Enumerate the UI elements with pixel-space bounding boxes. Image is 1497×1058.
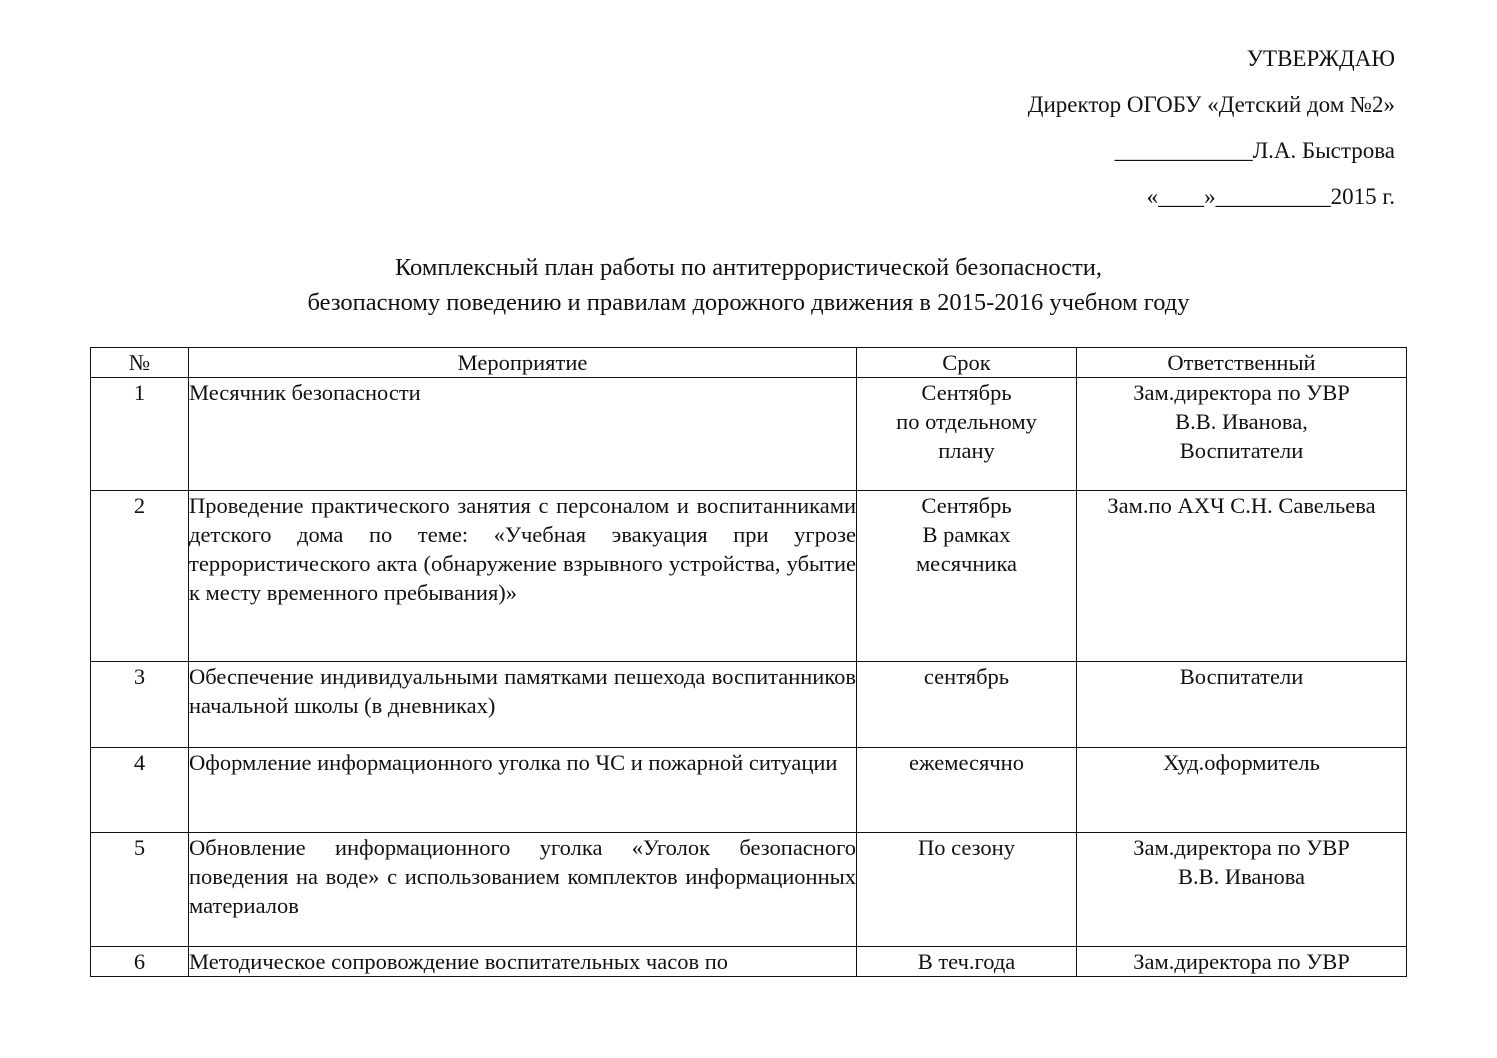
term-line: В рамках: [922, 522, 1011, 547]
table-row: [91, 748, 1407, 833]
row-num: 2: [91, 491, 189, 662]
row-event: Обеспечение индивидуальными памятками пешехода воспитанников начальной школы (в дневниках): [189, 662, 857, 748]
row-event: Проведение практического занятия с персоналом и воспитанниками детского дома по теме: «Учебная эвакуация при угрозе террористического акта (обнаружение взрывного устройства, убытие к месту временного пребывания)»: [189, 491, 857, 662]
responsible-line: Худ.оформитель: [1163, 750, 1320, 775]
responsible-line: Воспитатели: [1179, 664, 1304, 689]
term-line: по отдельному: [896, 409, 1037, 434]
responsible-line: Зам.по АХЧ С.Н. Савельева: [1107, 493, 1376, 518]
row-responsible: [1077, 833, 1407, 947]
table-header-row: [91, 348, 1407, 378]
table-row: [91, 947, 1407, 977]
approval-position: Директор ОГОБУ «Детский дом №2»: [1027, 92, 1395, 117]
approval-date: «____»__________2015 г.: [1146, 184, 1395, 209]
row-num: 5: [91, 833, 189, 947]
term-line: сентябрь: [923, 664, 1010, 689]
row-responsible: [1077, 378, 1407, 491]
term-line: ежемесячно: [909, 750, 1024, 775]
row-responsible: [1077, 947, 1407, 977]
responsible-line: В.В. Иванова,: [1175, 409, 1308, 434]
term-line: плану: [938, 438, 995, 463]
row-term: [857, 947, 1077, 977]
row-term: [857, 491, 1077, 662]
responsible-line: Зам.директора по УВР: [1133, 380, 1350, 405]
term-line: В теч.года: [917, 949, 1016, 974]
table-row: [91, 662, 1407, 748]
title-line-2: безопасному поведению и правилам дорожного движения в 2015-2016 учебном году: [307, 289, 1190, 316]
term-line: По сезону: [918, 835, 1015, 860]
header-responsible: Ответственный: [1077, 348, 1407, 378]
row-num: 3: [91, 662, 189, 748]
term-line: месячника: [915, 551, 1018, 576]
row-num: 6: [91, 947, 189, 977]
row-term: [857, 662, 1077, 748]
header-num: №: [91, 348, 189, 378]
term-line: Сентябрь: [921, 380, 1012, 405]
term-line: Сентябрь: [921, 493, 1012, 518]
responsible-line: Зам.директора по УВР: [1133, 949, 1350, 974]
row-num: 1: [91, 378, 189, 491]
table-row: [91, 833, 1407, 947]
row-responsible: [1077, 748, 1407, 833]
table-row: [91, 491, 1407, 662]
title-line-1: Комплексный план работы по антитеррористической безопасности,: [394, 254, 1103, 281]
approval-signature: ____________Л.А. Быстрова: [1114, 138, 1395, 163]
row-term: [857, 378, 1077, 491]
plan-table: [90, 347, 1407, 977]
responsible-line: Зам.директора по УВР: [1133, 835, 1350, 860]
header-term: Срок: [857, 348, 1077, 378]
row-num: 4: [91, 748, 189, 833]
row-term: [857, 748, 1077, 833]
approval-heading: УТВЕРЖДАЮ: [1246, 46, 1395, 71]
responsible-line: Воспитатели: [1179, 438, 1304, 463]
header-event: Мероприятие: [189, 348, 857, 378]
row-responsible: [1077, 662, 1407, 748]
row-event: Месячник безопасности: [189, 378, 857, 491]
table-row: [91, 378, 1407, 491]
row-event: Оформление информационного уголка по ЧС и пожарной ситуации: [189, 748, 857, 833]
approval-block: [1028, 36, 1395, 220]
row-responsible: [1077, 491, 1407, 662]
row-term: [857, 833, 1077, 947]
document-title: [0, 250, 1497, 320]
row-event: Методическое сопровождение воспитательных часов по: [189, 947, 857, 977]
responsible-line: В.В. Иванова: [1177, 864, 1306, 889]
row-event: Обновление информационного уголка «Уголок безопасного поведения на воде» с использованием комплектов информационных материалов: [189, 833, 857, 947]
